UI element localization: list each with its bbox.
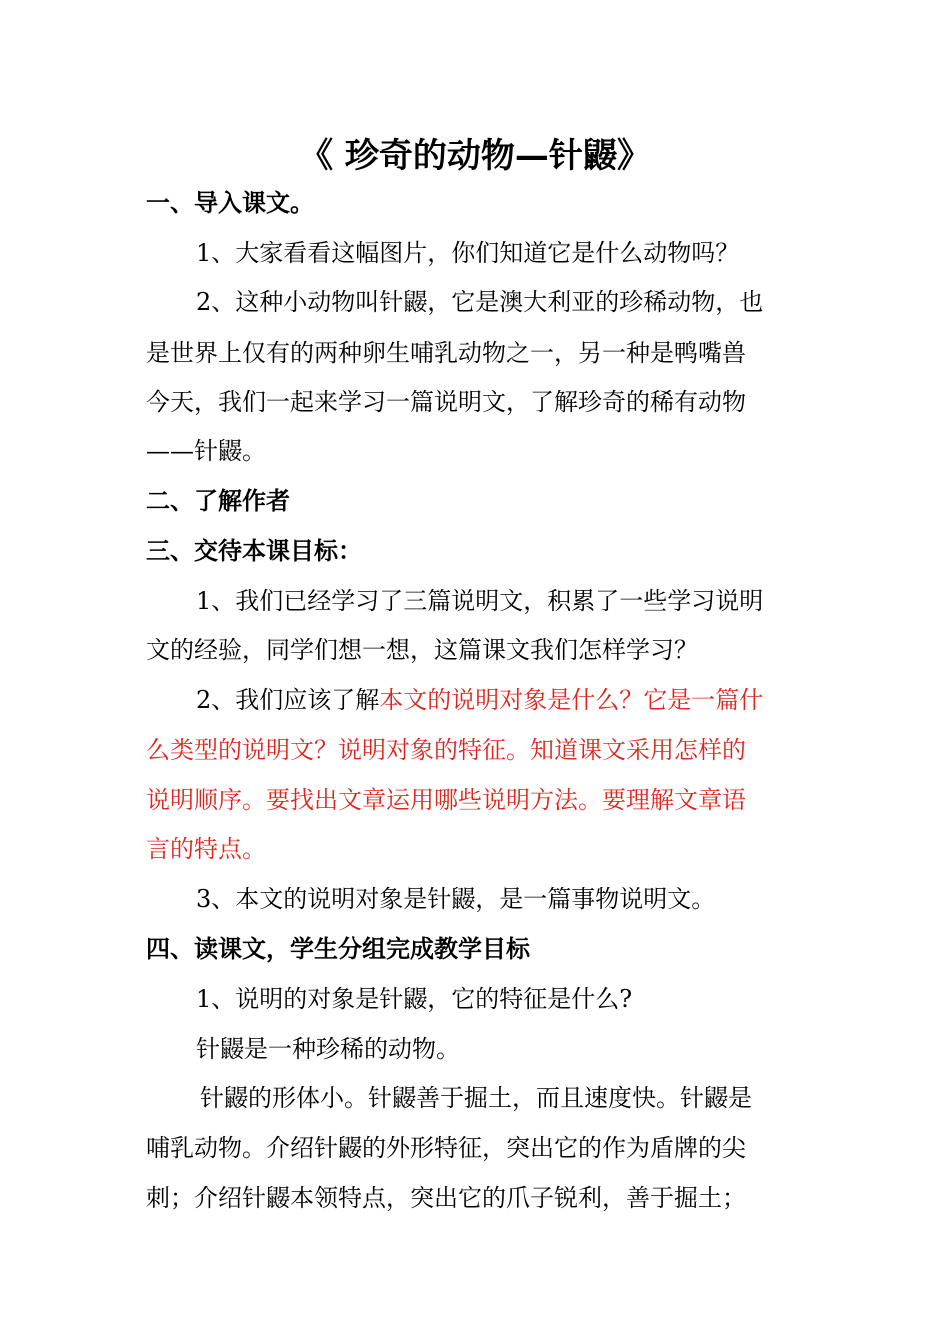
paragraph-4-line-4: 言的特点。 xyxy=(146,835,266,863)
paragraph-6: 1、说明的对象是针鼹，它的特征是什么? xyxy=(196,985,633,1013)
paragraph-4-emphasis: 本文的说明对象是什么？它是一篇什 xyxy=(379,686,764,714)
paragraph-2-line-3: 今天，我们一起来学习一篇说明文，了解珍奇的稀有动物 xyxy=(146,388,746,416)
paragraph-2-line-4: ——针鼹。 xyxy=(146,437,266,465)
paragraph-2-line-2: 是世界上仅有的两种卵生哺乳动物之一，另一种是鸭嘴兽 xyxy=(146,339,746,367)
paragraph-3-line-2: 文的经验，同学们想一想，这篇课文我们怎样学习？ xyxy=(146,636,698,664)
paragraph-5: 3、本文的说明对象是针鼹，是一篇事物说明文。 xyxy=(196,885,716,913)
paragraph-4-line-3: 说明顺序。要找出文章运用哪些说明方法。要理解文章语 xyxy=(146,786,746,814)
paragraph-7: 针鼹是一种珍稀的动物。 xyxy=(196,1035,460,1063)
section-heading-4: 四、读课文，学生分组完成教学目标 xyxy=(146,935,530,963)
paragraph-2-line-1: 2、这种小动物叫针鼹，它是澳大利亚的珍稀动物，也 xyxy=(196,288,764,316)
paragraph-4-intro: 2、我们应该了解 xyxy=(196,686,380,714)
paragraph-4-line-1 xyxy=(196,685,763,715)
paragraph-8-line-2: 哺乳动物。介绍针鼹的外形特征，突出它的作为盾牌的尖 xyxy=(146,1134,746,1162)
paragraph-8-line-1: 针鼹的形体小。针鼹善于掘土，而且速度快。针鼹是 xyxy=(200,1084,752,1112)
paragraph-8-line-3: 刺；介绍针鼹本领特点，突出它的爪子锐利，善于掘土； xyxy=(146,1184,746,1212)
paragraph-4-line-2: 么类型的说明文？说明对象的特征。知道课文采用怎样的 xyxy=(146,736,746,764)
document-title: 《 珍奇的动物—针鼹》 xyxy=(299,136,651,176)
section-heading-3: 三、交待本课目标： xyxy=(146,537,362,565)
section-heading-1: 一、导入课文。 xyxy=(146,189,314,217)
section-heading-2: 二、了解作者 xyxy=(146,487,290,515)
paragraph-3-line-1: 1、我们已经学习了三篇说明文，积累了一些学习说明 xyxy=(196,587,764,615)
paragraph-1: 1、大家看看这幅图片，你们知道它是什么动物吗？ xyxy=(196,239,740,267)
